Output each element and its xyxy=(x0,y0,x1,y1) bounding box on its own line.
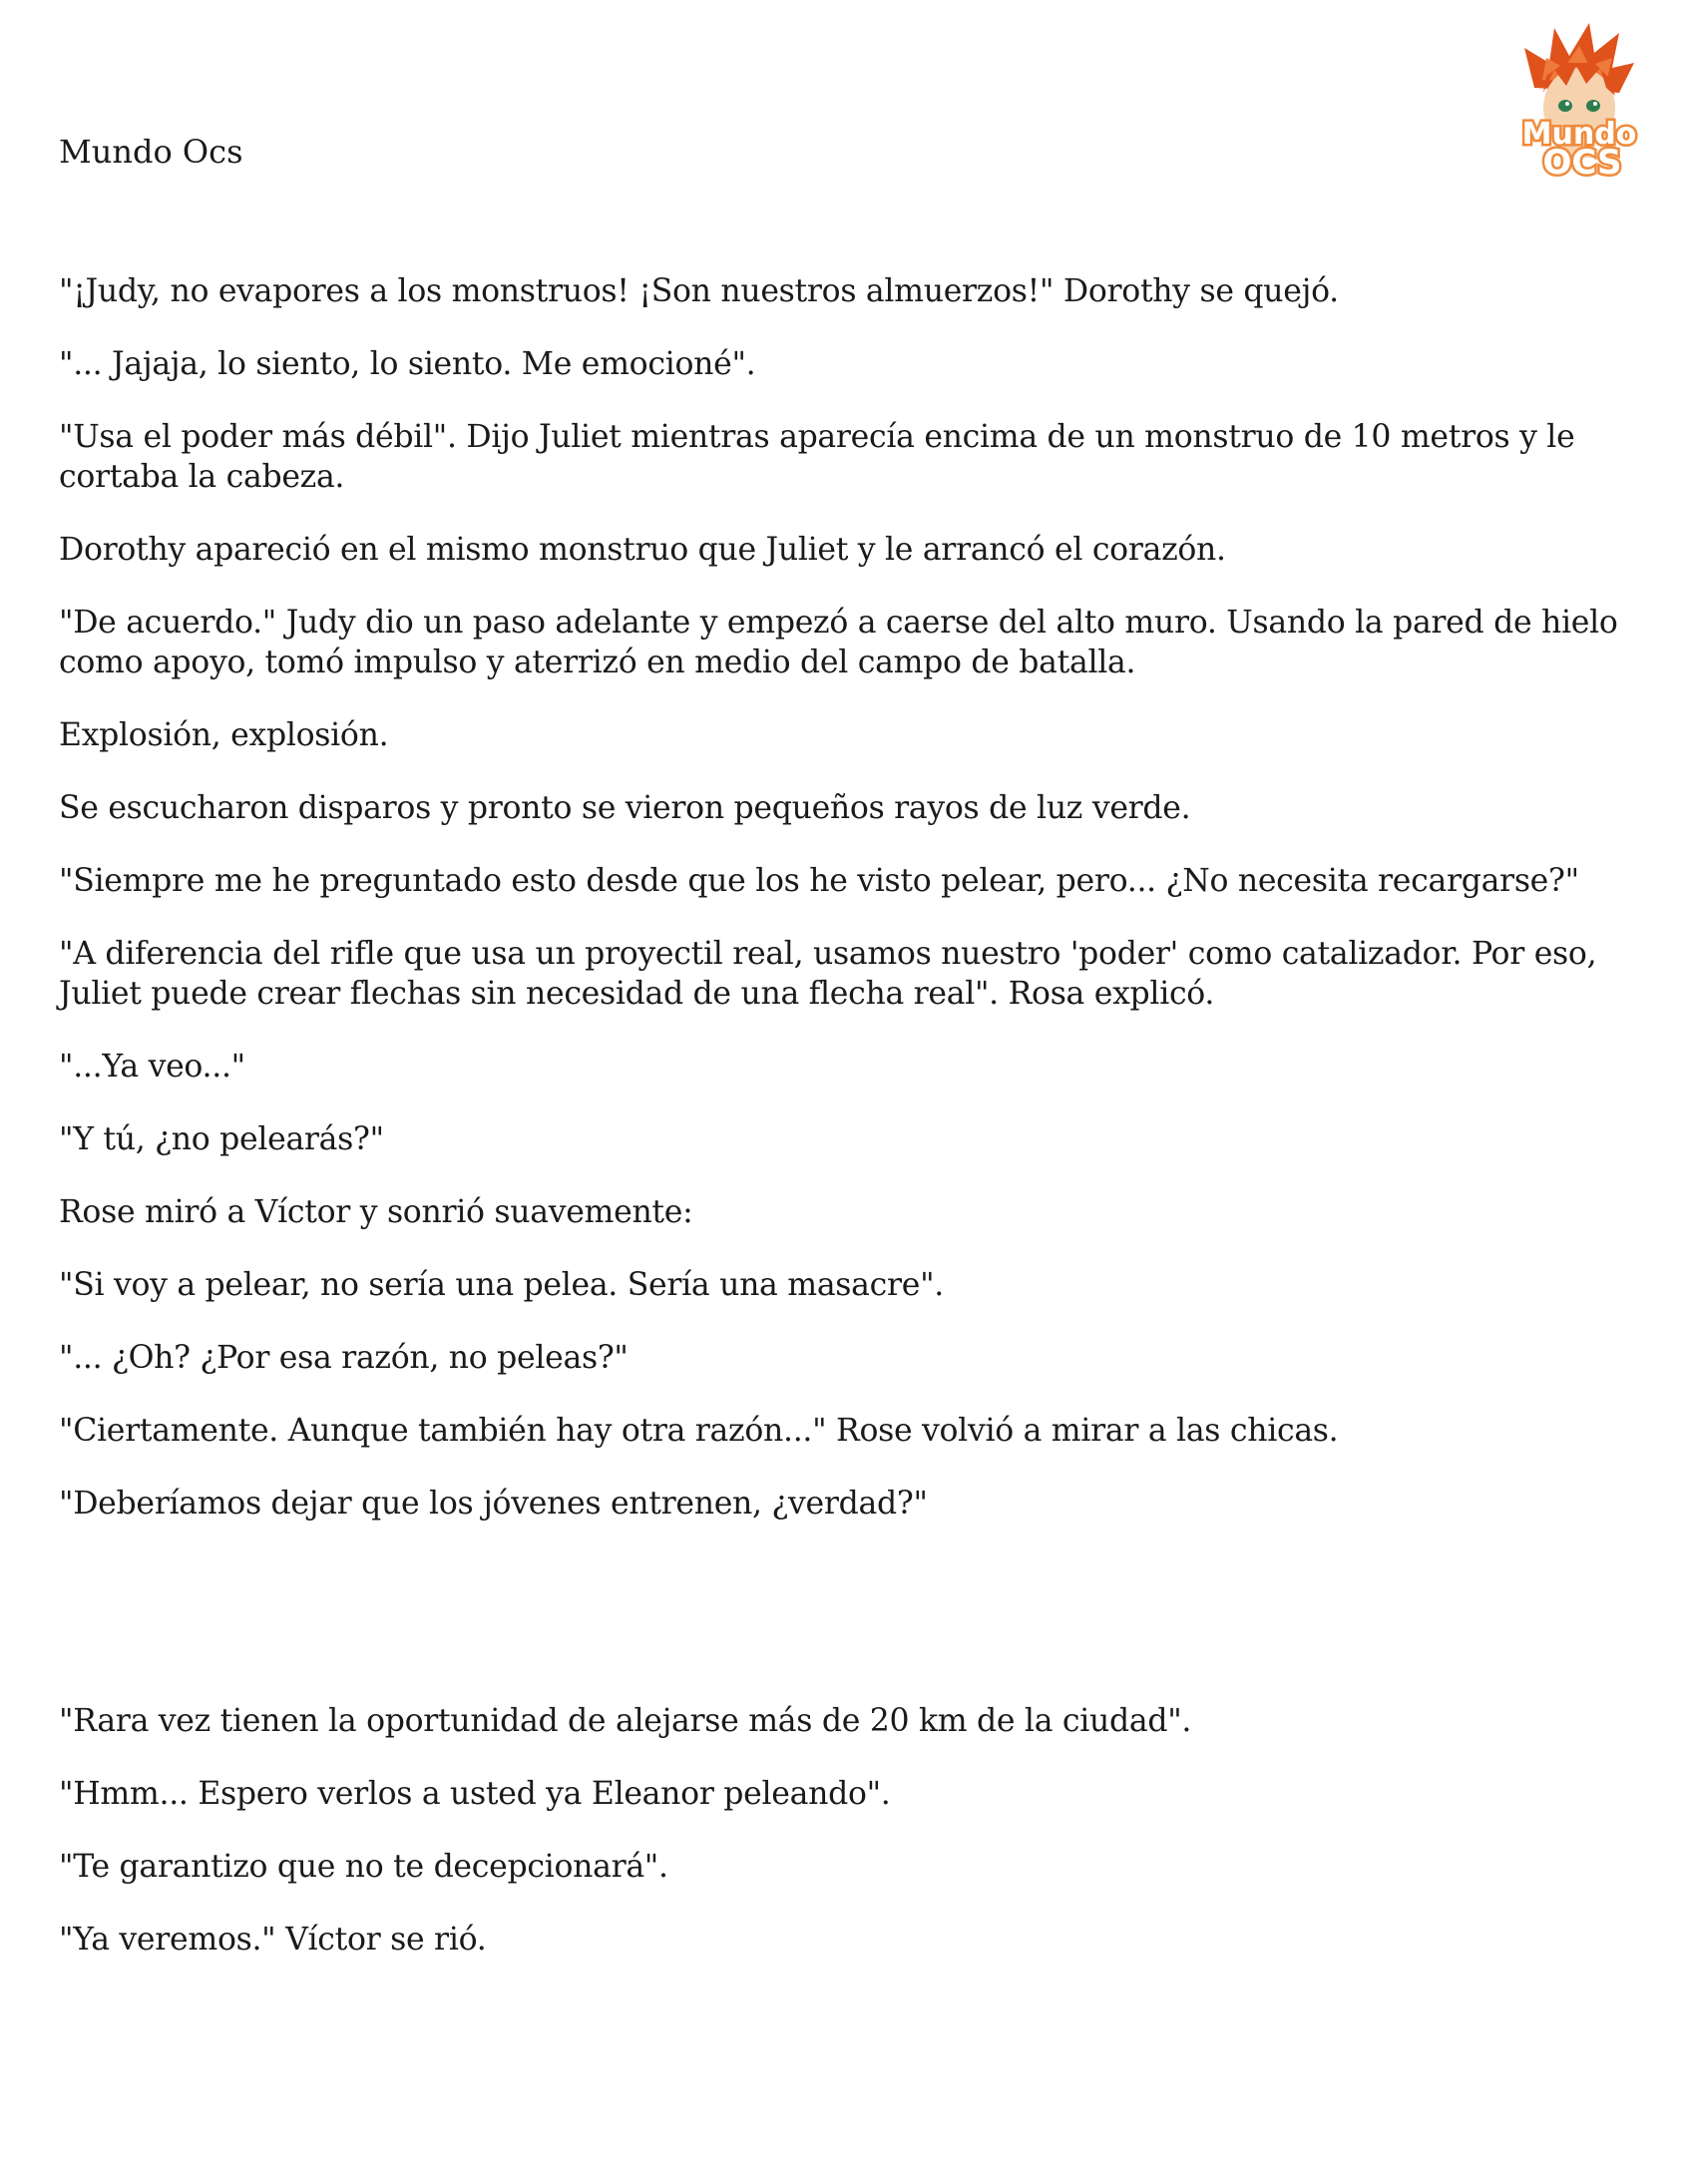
section-gap xyxy=(59,1556,1635,1701)
paragraph: "De acuerdo." Judy dio un paso adelante y empezó a caerse del alto muro. Usando la pared de hielo como apoyo, tomó impulso y aterrizó en medio del campo de batalla. xyxy=(59,605,1618,680)
paragraph: "... ¿Oh? ¿Por esa razón, no peleas?" xyxy=(59,1340,629,1376)
logo-text-mundo: Mundo xyxy=(1521,117,1637,152)
paragraph: Se escucharon disparos y pronto se vieron pequeños rayos de luz verde. xyxy=(59,790,1191,826)
paragraph-group-1 xyxy=(59,271,1635,1524)
paragraph-group-2 xyxy=(59,1701,1635,1960)
paragraph: "Ciertamente. Aunque también hay otra razón..." Rose volvió a mirar a las chicas. xyxy=(59,1413,1339,1449)
paragraph: "Deberíamos dejar que los jóvenes entrenen, ¿verdad?" xyxy=(59,1486,928,1522)
paragraph: "Hmm... Espero verlos a usted ya Eleanor peleando". xyxy=(59,1776,891,1812)
paragraph: "Si voy a pelear, no sería una pelea. Sería una masacre". xyxy=(59,1267,944,1303)
paragraph: Rose miró a Víctor y sonrió suavemente: xyxy=(59,1194,693,1230)
paragraph: "... Jajaja, lo siento, lo siento. Me emocioné". xyxy=(59,346,756,382)
paragraph: "A diferencia del rifle que usa un proyectil real, usamos nuestro 'poder' como catalizador. Por eso, Juliet puede crear flechas sin necesidad de una flecha real". Rosa explicó. xyxy=(59,936,1597,1012)
paragraph: "Y tú, ¿no pelearás?" xyxy=(59,1121,384,1157)
document-body xyxy=(59,271,1635,1992)
paragraph: "¡Judy, no evapores a los monstruos! ¡Son nuestros almuerzos!" Dorothy se quejó. xyxy=(59,273,1339,309)
paragraph: Explosión, explosión. xyxy=(59,717,389,753)
paragraph: "Usa el poder más débil". Dijo Juliet mientras aparecía encima de un monstruo de 10 metros y le cortaba la cabeza. xyxy=(59,419,1575,495)
paragraph: "Ya veremos." Víctor se rió. xyxy=(59,1922,487,1958)
paragraph: "Rara vez tienen la oportunidad de alejarse más de 20 km de la ciudad". xyxy=(59,1703,1192,1739)
mundo-ocs-logo xyxy=(1494,18,1664,178)
logo-character-icon xyxy=(1494,18,1664,178)
paragraph: "Te garantizo que no te decepcionará". xyxy=(59,1849,668,1885)
page-header-title: Mundo Ocs xyxy=(59,133,243,171)
logo-text-ocs: OCS xyxy=(1542,143,1622,178)
paragraph: Dorothy apareció en el mismo monstruo que Juliet y le arrancó el corazón. xyxy=(59,532,1226,568)
paragraph: "...Ya veo..." xyxy=(59,1049,245,1085)
paragraph: "Siempre me he preguntado esto desde que los he visto pelear, pero... ¿No necesita recargarse?" xyxy=(59,863,1579,899)
